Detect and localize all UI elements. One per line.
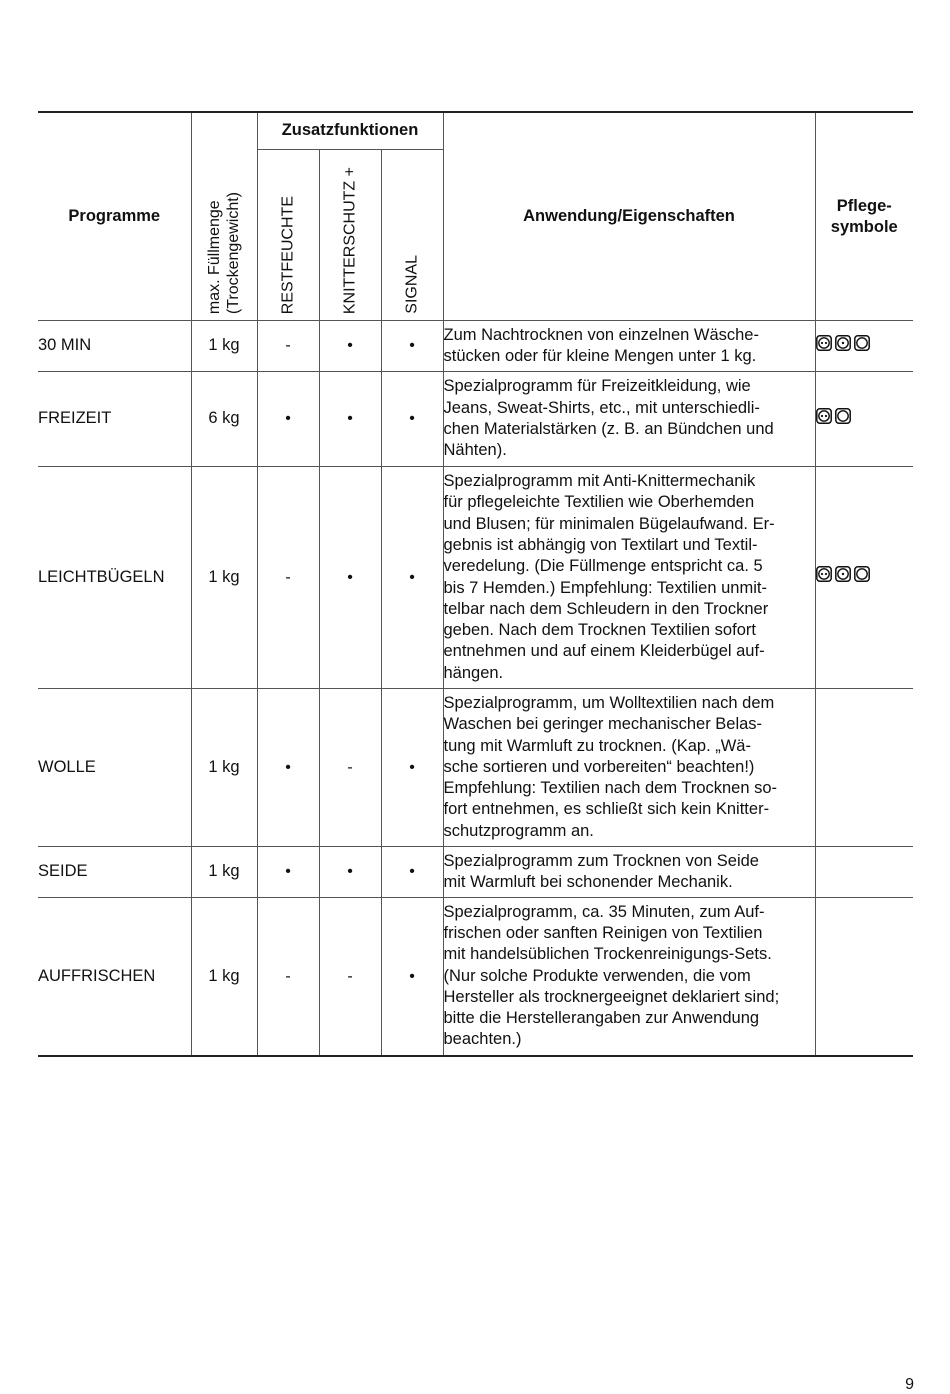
care-symbols bbox=[815, 847, 913, 898]
header-zusatzfunktionen: Zusatzfunktionen bbox=[257, 112, 443, 150]
program-table bbox=[38, 111, 913, 1057]
dryer-two-dots-icon bbox=[816, 408, 832, 424]
table-row bbox=[38, 898, 913, 1056]
header-row-1 bbox=[38, 112, 913, 150]
signal-mark: • bbox=[381, 321, 443, 372]
table-row bbox=[38, 689, 913, 847]
program-description: Zum Nachtrocknen von einzelnen Wäsche- stücken oder für kleine Mengen unter 1 kg. bbox=[443, 321, 815, 372]
dryer-two-dots-icon bbox=[816, 335, 832, 351]
page-number: 9 bbox=[905, 1376, 914, 1393]
header-pflegesymbole bbox=[815, 112, 913, 321]
max-load: 1 kg bbox=[191, 467, 257, 689]
restfeuchte-mark: - bbox=[257, 321, 319, 372]
dryer-plain-icon bbox=[854, 335, 870, 351]
program-name: WOLLE bbox=[38, 689, 191, 847]
program-description: Spezialprogramm, um Wolltextilien nach dem Waschen bei geringer mechanischer Belas- tung mit Warmluft zu trocknen. (Kap. „Wä- sche sortieren und vorbereiten“ beachten!) Empfehlung: Textilien nach dem Trocknen so- fort entnehmen, es schließt sich kein Knitter- schutzprogramm an. bbox=[443, 689, 815, 847]
header-pflege-line2: symbole bbox=[830, 217, 898, 236]
max-load: 1 kg bbox=[191, 898, 257, 1056]
header-restfeuchte: RESTFEUCHTE bbox=[257, 150, 319, 321]
program-description: Spezialprogramm zum Trocknen von Seide mit Warmluft bei schonender Mechanik. bbox=[443, 847, 815, 898]
max-load: 1 kg bbox=[191, 321, 257, 372]
signal-mark: • bbox=[381, 847, 443, 898]
signal-mark: • bbox=[381, 467, 443, 689]
header-signal: SIGNAL bbox=[381, 150, 443, 321]
dryer-two-dots-icon bbox=[816, 566, 832, 582]
table-row bbox=[38, 847, 913, 898]
care-symbols bbox=[815, 321, 913, 372]
max-load: 1 kg bbox=[191, 689, 257, 847]
dryer-one-dot-icon bbox=[835, 566, 851, 582]
max-load: 6 kg bbox=[191, 372, 257, 467]
care-symbols bbox=[815, 372, 913, 467]
knitterschutz-mark: • bbox=[319, 847, 381, 898]
signal-mark: • bbox=[381, 689, 443, 847]
header-fuellmenge-line2: (Trockengewicht) bbox=[225, 191, 242, 314]
dryer-one-dot-icon bbox=[835, 335, 851, 351]
knitterschutz-mark: • bbox=[319, 372, 381, 467]
header-pflege-line1: Pflege- bbox=[836, 196, 892, 215]
header-programme: Programme bbox=[38, 112, 191, 321]
header-fuellmenge-line1: max. Füllmenge bbox=[206, 200, 223, 314]
header-anwendung: Anwendung/Eigenschaften bbox=[443, 112, 815, 321]
signal-mark: • bbox=[381, 372, 443, 467]
table-row bbox=[38, 321, 913, 372]
program-name: LEICHTBÜGELN bbox=[38, 467, 191, 689]
program-description: Spezialprogramm mit Anti-Knittermechanik für pflegeleichte Textilien wie Oberhemden und Blusen; für minimalen Bügelaufwand. Er- gebnis ist abhängig von Textilart und Textil- veredelung. (Die Füllmenge entspricht ca. 5 bis 7 Hemden.) Empfehlung: Textilien unmit- telbar nach dem Schleudern in den Trockner geben. Nach dem Trocknen Textilien sofort entnehmen und auf einem Kleiderbügel auf- hängen. bbox=[443, 467, 815, 689]
header-fuellmenge bbox=[191, 112, 257, 321]
care-symbols bbox=[815, 898, 913, 1056]
table-row bbox=[38, 467, 913, 689]
program-name: SEIDE bbox=[38, 847, 191, 898]
knitterschutz-mark: • bbox=[319, 467, 381, 689]
restfeuchte-mark: • bbox=[257, 372, 319, 467]
program-name: FREIZEIT bbox=[38, 372, 191, 467]
program-description: Spezialprogramm, ca. 35 Minuten, zum Auf- frischen oder sanften Reinigen von Textilien mit handelsüblichen Trockenreinigungs-Sets. (Nur solche Produkte verwenden, die vom Hersteller als trocknergeeignet deklariert sind; bitte die Herstellerangaben zur Anwendung beachten.) bbox=[443, 898, 815, 1056]
knitterschutz-mark: • bbox=[319, 321, 381, 372]
signal-mark: • bbox=[381, 898, 443, 1056]
care-symbols bbox=[815, 467, 913, 689]
restfeuchte-mark: • bbox=[257, 847, 319, 898]
restfeuchte-mark: - bbox=[257, 898, 319, 1056]
restfeuchte-mark: - bbox=[257, 467, 319, 689]
table-row bbox=[38, 372, 913, 467]
knitterschutz-mark: - bbox=[319, 689, 381, 847]
care-symbols bbox=[815, 689, 913, 847]
max-load: 1 kg bbox=[191, 847, 257, 898]
program-description: Spezialprogramm für Freizeitkleidung, wie Jeans, Sweat-Shirts, etc., mit unterschiedli- chen Materialstärken (z. B. an Bündchen und Nähten). bbox=[443, 372, 815, 467]
restfeuchte-mark: • bbox=[257, 689, 319, 847]
knitterschutz-mark: - bbox=[319, 898, 381, 1056]
program-name: AUFFRISCHEN bbox=[38, 898, 191, 1056]
dryer-plain-icon bbox=[835, 408, 851, 424]
dryer-plain-icon bbox=[854, 566, 870, 582]
program-name: 30 MIN bbox=[38, 321, 191, 372]
header-knitterschutz: KNITTERSCHUTZ + bbox=[319, 150, 381, 321]
